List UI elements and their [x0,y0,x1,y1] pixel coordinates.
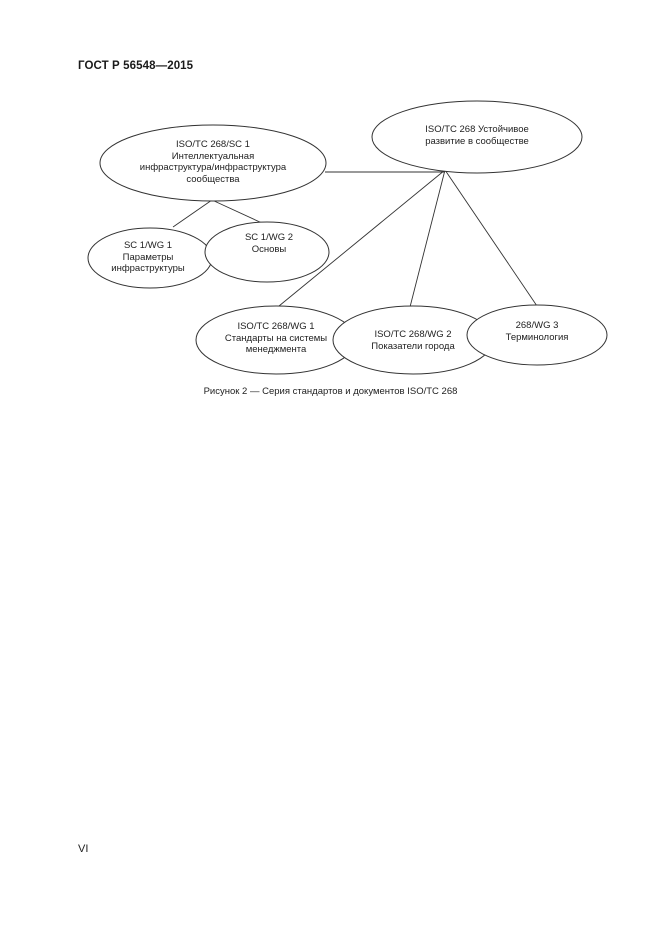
node-wg3 [487,320,587,343]
node-tc268-line-2: развитие в сообществе [425,135,529,147]
connector-tc268-wg3 [445,170,537,306]
standards-diagram [0,0,661,400]
node-sc1-wg1-line-1: SC 1/WG 1 [123,240,173,251]
node-sc1-line-4: сообщества [186,173,240,185]
node-wg1 [211,321,341,356]
connector-tc268-wg2 [410,170,445,307]
node-sc1-line-1: ISO/TC 268/SC 1 [176,139,250,150]
node-wg1-line-3: менеджмента [245,344,307,355]
node-wg1-line-1: ISO/TC 268/WG 1 [237,321,315,332]
node-sc1-wg2 [224,232,314,255]
node-wg3-line-1: 268/WG 3 [515,320,559,331]
node-sc1-wg2-line-1: SC 1/WG 2 [244,232,294,243]
figure-caption: Рисунок 2 — Серия стандартов и документов ISO/TC 268 [203,386,458,397]
node-tc268 [392,124,562,147]
node-sc1-line-2: Интеллектуальная [171,150,255,162]
node-wg2-line-2: Показатели города [371,340,455,352]
node-wg3-line-2: Терминология [505,331,569,343]
node-tc268-line-1: ISO/TC 268 Устойчивое [425,124,529,135]
node-sc1-wg1-line-2: Параметры [122,251,174,263]
node-wg2 [353,329,473,352]
document-header: ГОСТ Р 56548—2015 [78,60,194,72]
node-sc1-wg1 [98,240,198,275]
node-sc1 [118,139,308,185]
node-wg2-line-1: ISO/TC 268/WG 2 [374,329,452,340]
page-number: VI [78,843,89,855]
node-sc1-line-3: инфраструктура/инфраструктура [139,162,287,173]
node-sc1-wg2-line-2: Основы [251,243,287,255]
node-wg1-line-2: Стандарты на системы [224,332,328,344]
node-sc1-wg1-line-3: инфраструктуры [111,263,185,274]
connector-sc1-wg2 [212,200,262,223]
connector-sc1-wg1 [173,200,212,227]
